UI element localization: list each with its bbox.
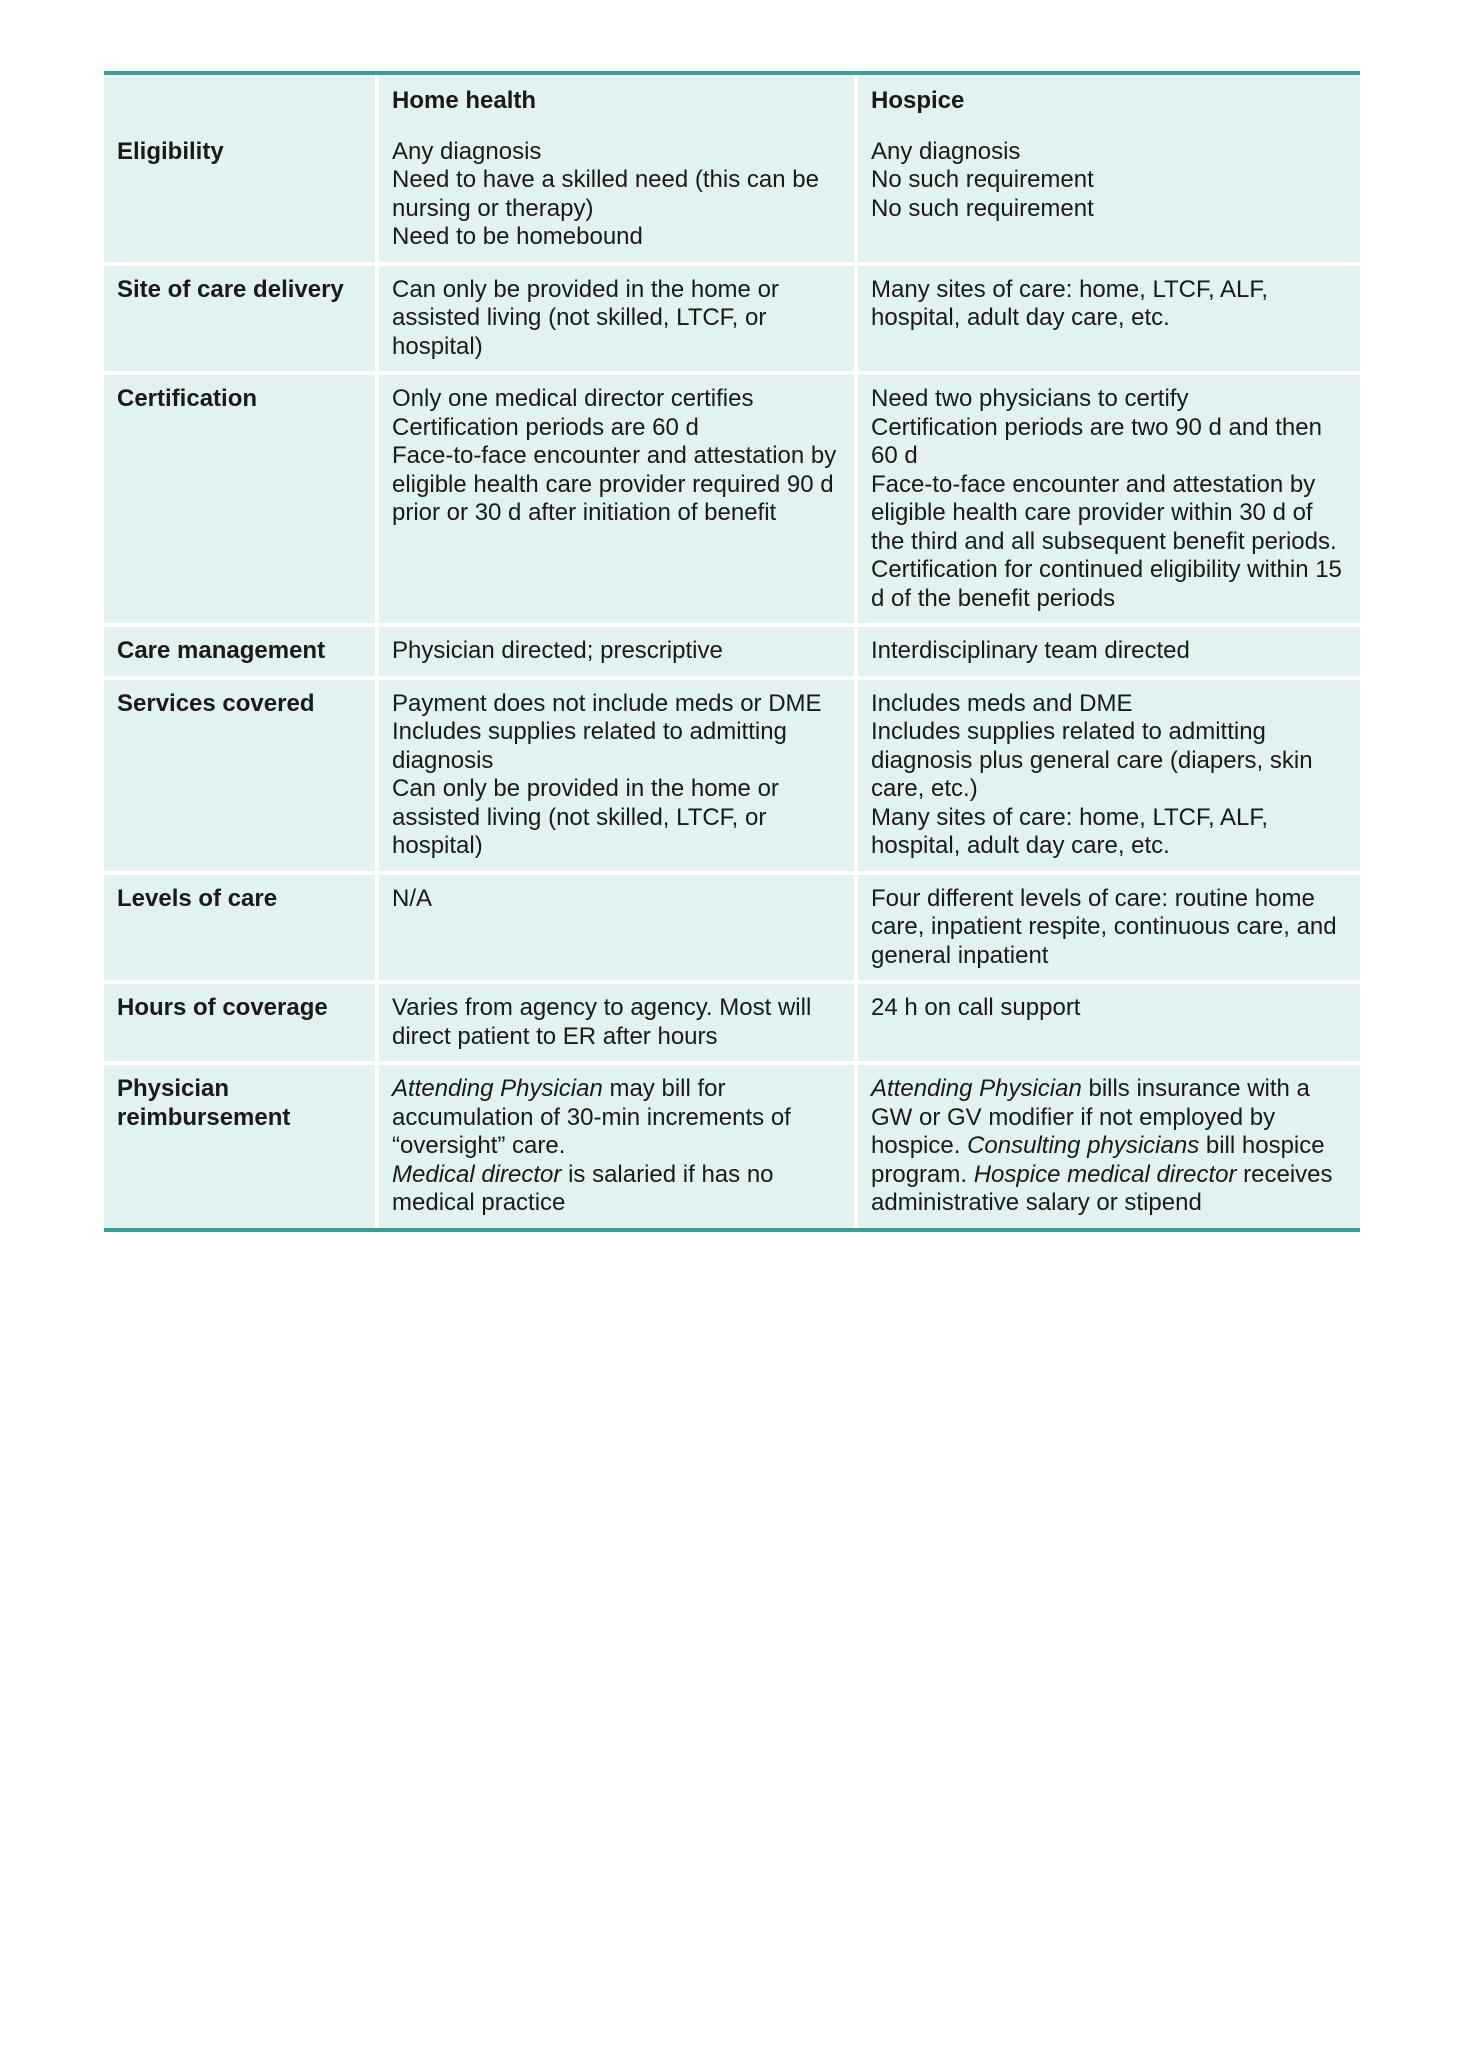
row-label: Services covered: [104, 678, 377, 873]
cell-line: Can only be provided in the home or assisted living (not skilled, LTCF, or hospital): [392, 275, 779, 360]
table-row: [104, 873, 1360, 983]
cell-line: Includes supplies related to admitting diagnosis plus general care (diapers, skin care, etc.): [871, 718, 1313, 802]
cell-hospice: [856, 625, 1360, 678]
cell-line: Four different levels of care: routine home care, inpatient respite, continuous care, and general inpatient: [871, 884, 1337, 969]
cell-line: No such requirement: [871, 194, 1094, 222]
cell-home-health: [377, 678, 856, 873]
cell-line: Certification periods are two 90 d and then 60 d: [871, 413, 1322, 469]
cell-line: Many sites of care: home, LTCF, ALF, hospital, adult day care, etc.: [871, 275, 1269, 331]
cell-line: Varies from agency to agency. Most will direct patient to ER after hours: [392, 994, 812, 1050]
cell-home-health: [377, 126, 856, 264]
cell-home-health: [377, 1063, 856, 1228]
cell-line: Many sites of care: home, LTCF, ALF, hospital, adult day care, etc.: [871, 803, 1269, 859]
header-blank: [104, 75, 377, 126]
header-row: [104, 75, 1360, 126]
cell-hospice: [856, 264, 1360, 374]
cell-home-health: [377, 373, 856, 625]
text-run: may bill for accumulation of 30-min increments of “oversight” care.: [392, 1075, 791, 1159]
row-label: Hours of coverage: [104, 982, 377, 1063]
italic-term: Medical director: [392, 1160, 562, 1188]
cell-line: [392, 1161, 842, 1218]
table-row: [104, 982, 1360, 1063]
row-label: Site of care delivery: [104, 264, 377, 374]
text-run: receives administrative salary or stipend: [871, 1160, 1333, 1216]
cell-line: N/A: [392, 884, 433, 912]
row-label: Certification: [104, 373, 377, 625]
cell-line: [392, 1075, 842, 1161]
home-health-vs-hospice-table: [104, 75, 1360, 1228]
cell-hospice: [856, 1063, 1360, 1228]
cell-hospice: [856, 373, 1360, 625]
cell-line: Any diagnosis: [871, 137, 1021, 165]
table-row: [104, 678, 1360, 873]
header-home-health: Home health: [377, 75, 856, 126]
cell-line: Certification periods are 60 d: [392, 413, 699, 441]
cell-home-health: [377, 264, 856, 374]
cell-line: Includes meds and DME: [871, 689, 1133, 717]
cell-home-health: [377, 982, 856, 1063]
cell-line: No such requirement: [871, 166, 1094, 193]
cell-line: Includes supplies related to admitting diagnosis: [392, 718, 787, 774]
cell-line: Face-to-face encounter and attestation by eligible health care provider required 90 d prior or 30 d after initiation of benefit: [392, 442, 837, 526]
cell-hospice: [856, 678, 1360, 873]
table-row-physician-reimbursement: [104, 1063, 1360, 1228]
cell-line: Interdisciplinary team directed: [871, 637, 1190, 664]
cell-line: Payment does not include meds or DME: [392, 689, 822, 717]
cell-home-health: [377, 625, 856, 678]
cell-line: Need two physicians to certify: [871, 385, 1189, 412]
cell-home-health: [377, 873, 856, 983]
cell-line: Face-to-face encounter and attestation by eligible health care provider within 30 d of the third and all subsequent benefit periods. Certification for continued eligibility within 15 d of the benefit periods: [871, 470, 1342, 612]
cell-line: [871, 1075, 1348, 1218]
cell-hospice: [856, 126, 1360, 264]
text-run: is salaried if has no medical practice: [392, 1160, 774, 1216]
table-body: [104, 126, 1360, 1228]
cell-line: Only one medical director certifies: [392, 385, 754, 412]
cell-line: Any diagnosis: [392, 137, 542, 165]
row-label: Physician reimbursement: [104, 1063, 377, 1228]
text-run: bills insurance with a GW or GV modifier if not employed by hospice.: [871, 1075, 1310, 1159]
cell-line: Can only be provided in the home or assisted living (not skilled, LTCF, or hospital): [392, 775, 779, 859]
cell-hospice: [856, 873, 1360, 983]
row-label: Levels of care: [104, 873, 377, 983]
table-row: [104, 625, 1360, 678]
row-label: Eligibility: [104, 126, 377, 264]
row-label: Care management: [104, 625, 377, 678]
italic-term: Consulting physicians: [967, 1132, 1200, 1159]
comparison-table-container: [104, 71, 1360, 1232]
table-row: [104, 126, 1360, 264]
table-row: [104, 373, 1360, 625]
italic-term: Hospice medical director: [973, 1160, 1237, 1188]
table-row: [104, 264, 1360, 374]
cell-line: Physician directed; prescriptive: [392, 637, 723, 664]
italic-term: Attending Physician: [871, 1075, 1082, 1102]
italic-term: Attending Physician: [392, 1075, 603, 1102]
header-hospice: Hospice: [856, 75, 1360, 126]
cell-line: 24 h on call support: [871, 994, 1081, 1021]
cell-line: Need to have a skilled need (this can be nursing or therapy): [392, 166, 819, 222]
cell-hospice: [856, 982, 1360, 1063]
text-run: bill hospice program.: [871, 1132, 1325, 1188]
cell-line: Need to be homebound: [392, 223, 643, 250]
